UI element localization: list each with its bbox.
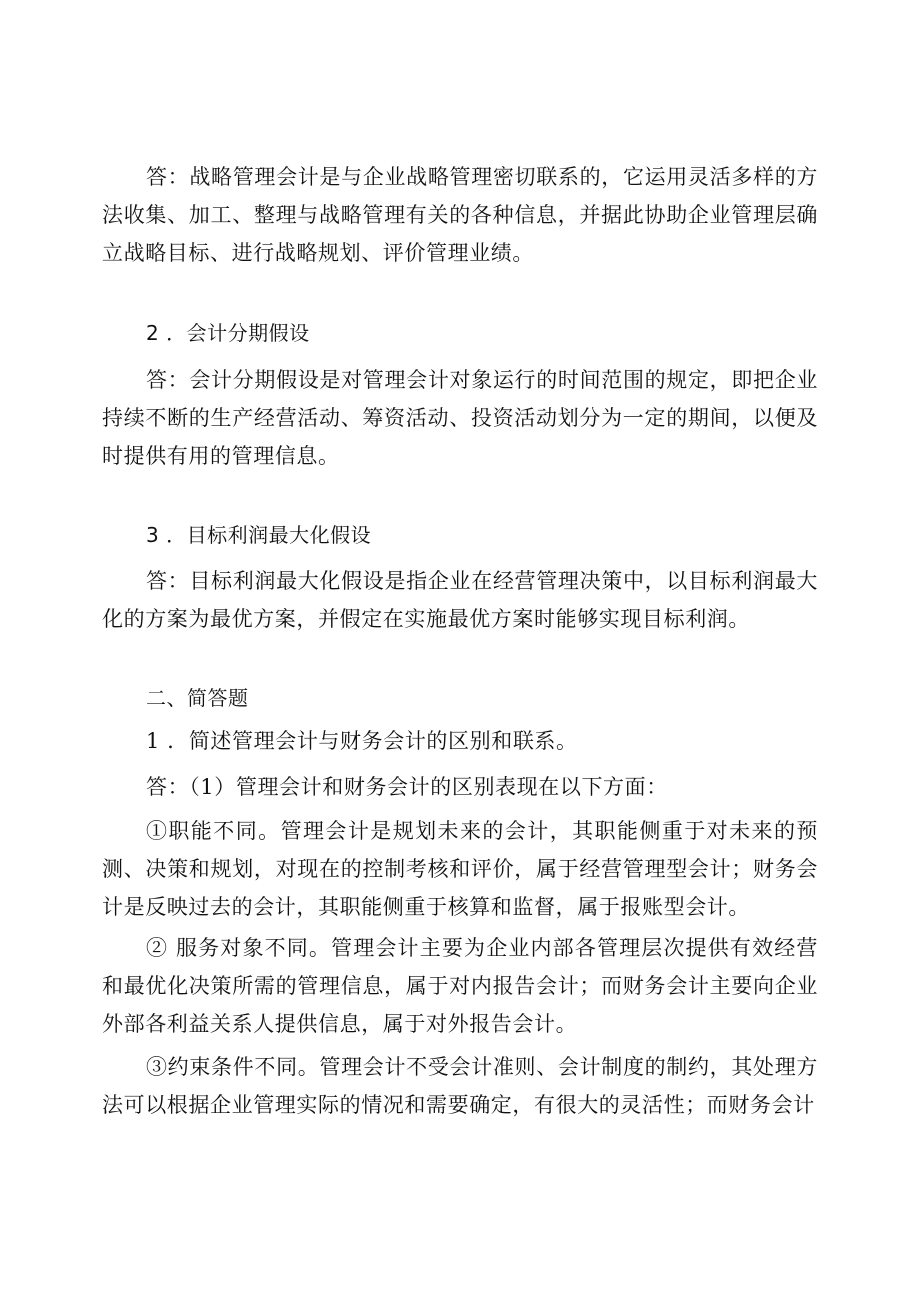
- answer-intro: 答：（1）管理会计和财务会计的区别表现在以下方面：: [146, 775, 668, 799]
- answer-paragraph-1: 答：战略管理会计是与企业战略管理密切联系的，它运用灵活多样的方法收集、加工、整理与战略管理有关的各种信息，并据此协助企业管理层确立战略目标、进行战略规划、评价管理业绩。: [102, 165, 818, 265]
- difference-item-2: ② 服务对象不同。管理会计主要为企业内部各管理层次提供有效经营和最优化决策所需的管理信息，属于对内报告会计；而财务会计主要向企业外部各利益关系人提供信息，属于对外报告会计。: [102, 936, 818, 1036]
- answer-paragraph-2: 答：会计分期假设是对管理会计对象运行的时间范围的规定，即把企业持续不断的生产经营活动、筹资活动、投资活动划分为一定的期间，以便及时提供有用的管理信息。: [102, 368, 818, 468]
- answer-paragraph-3: 答：目标利润最大化假设是指企业在经营管理决策中，以目标利润最大化的方案为最优方案，并假定在实施最优方案时能够实现目标利润。: [102, 569, 818, 631]
- difference-item-1: ①职能不同。管理会计是规划未来的会计，其职能侧重于对未来的预测、决策和规划，对现在的控制考核和评价，属于经营管理型会计；财务会计是反映过去的会计，其职能侧重于核算和监督，属于报账型会计。: [102, 819, 818, 919]
- term-heading-3: 3 ．目标利润最大化假设: [146, 523, 372, 547]
- term-heading-2: 2 ．会计分期假设: [146, 321, 310, 345]
- question-1: 1 ．简述管理会计与财务会计的区别和联系。: [146, 729, 578, 753]
- section-heading: 二、简答题: [146, 686, 249, 710]
- difference-item-3: ③约束条件不同。管理会计不受会计准则、会计制度的制约，其处理方法可以根据企业管理实际的情况和需要确定，有很大的灵活性；而财务会计: [102, 1055, 818, 1117]
